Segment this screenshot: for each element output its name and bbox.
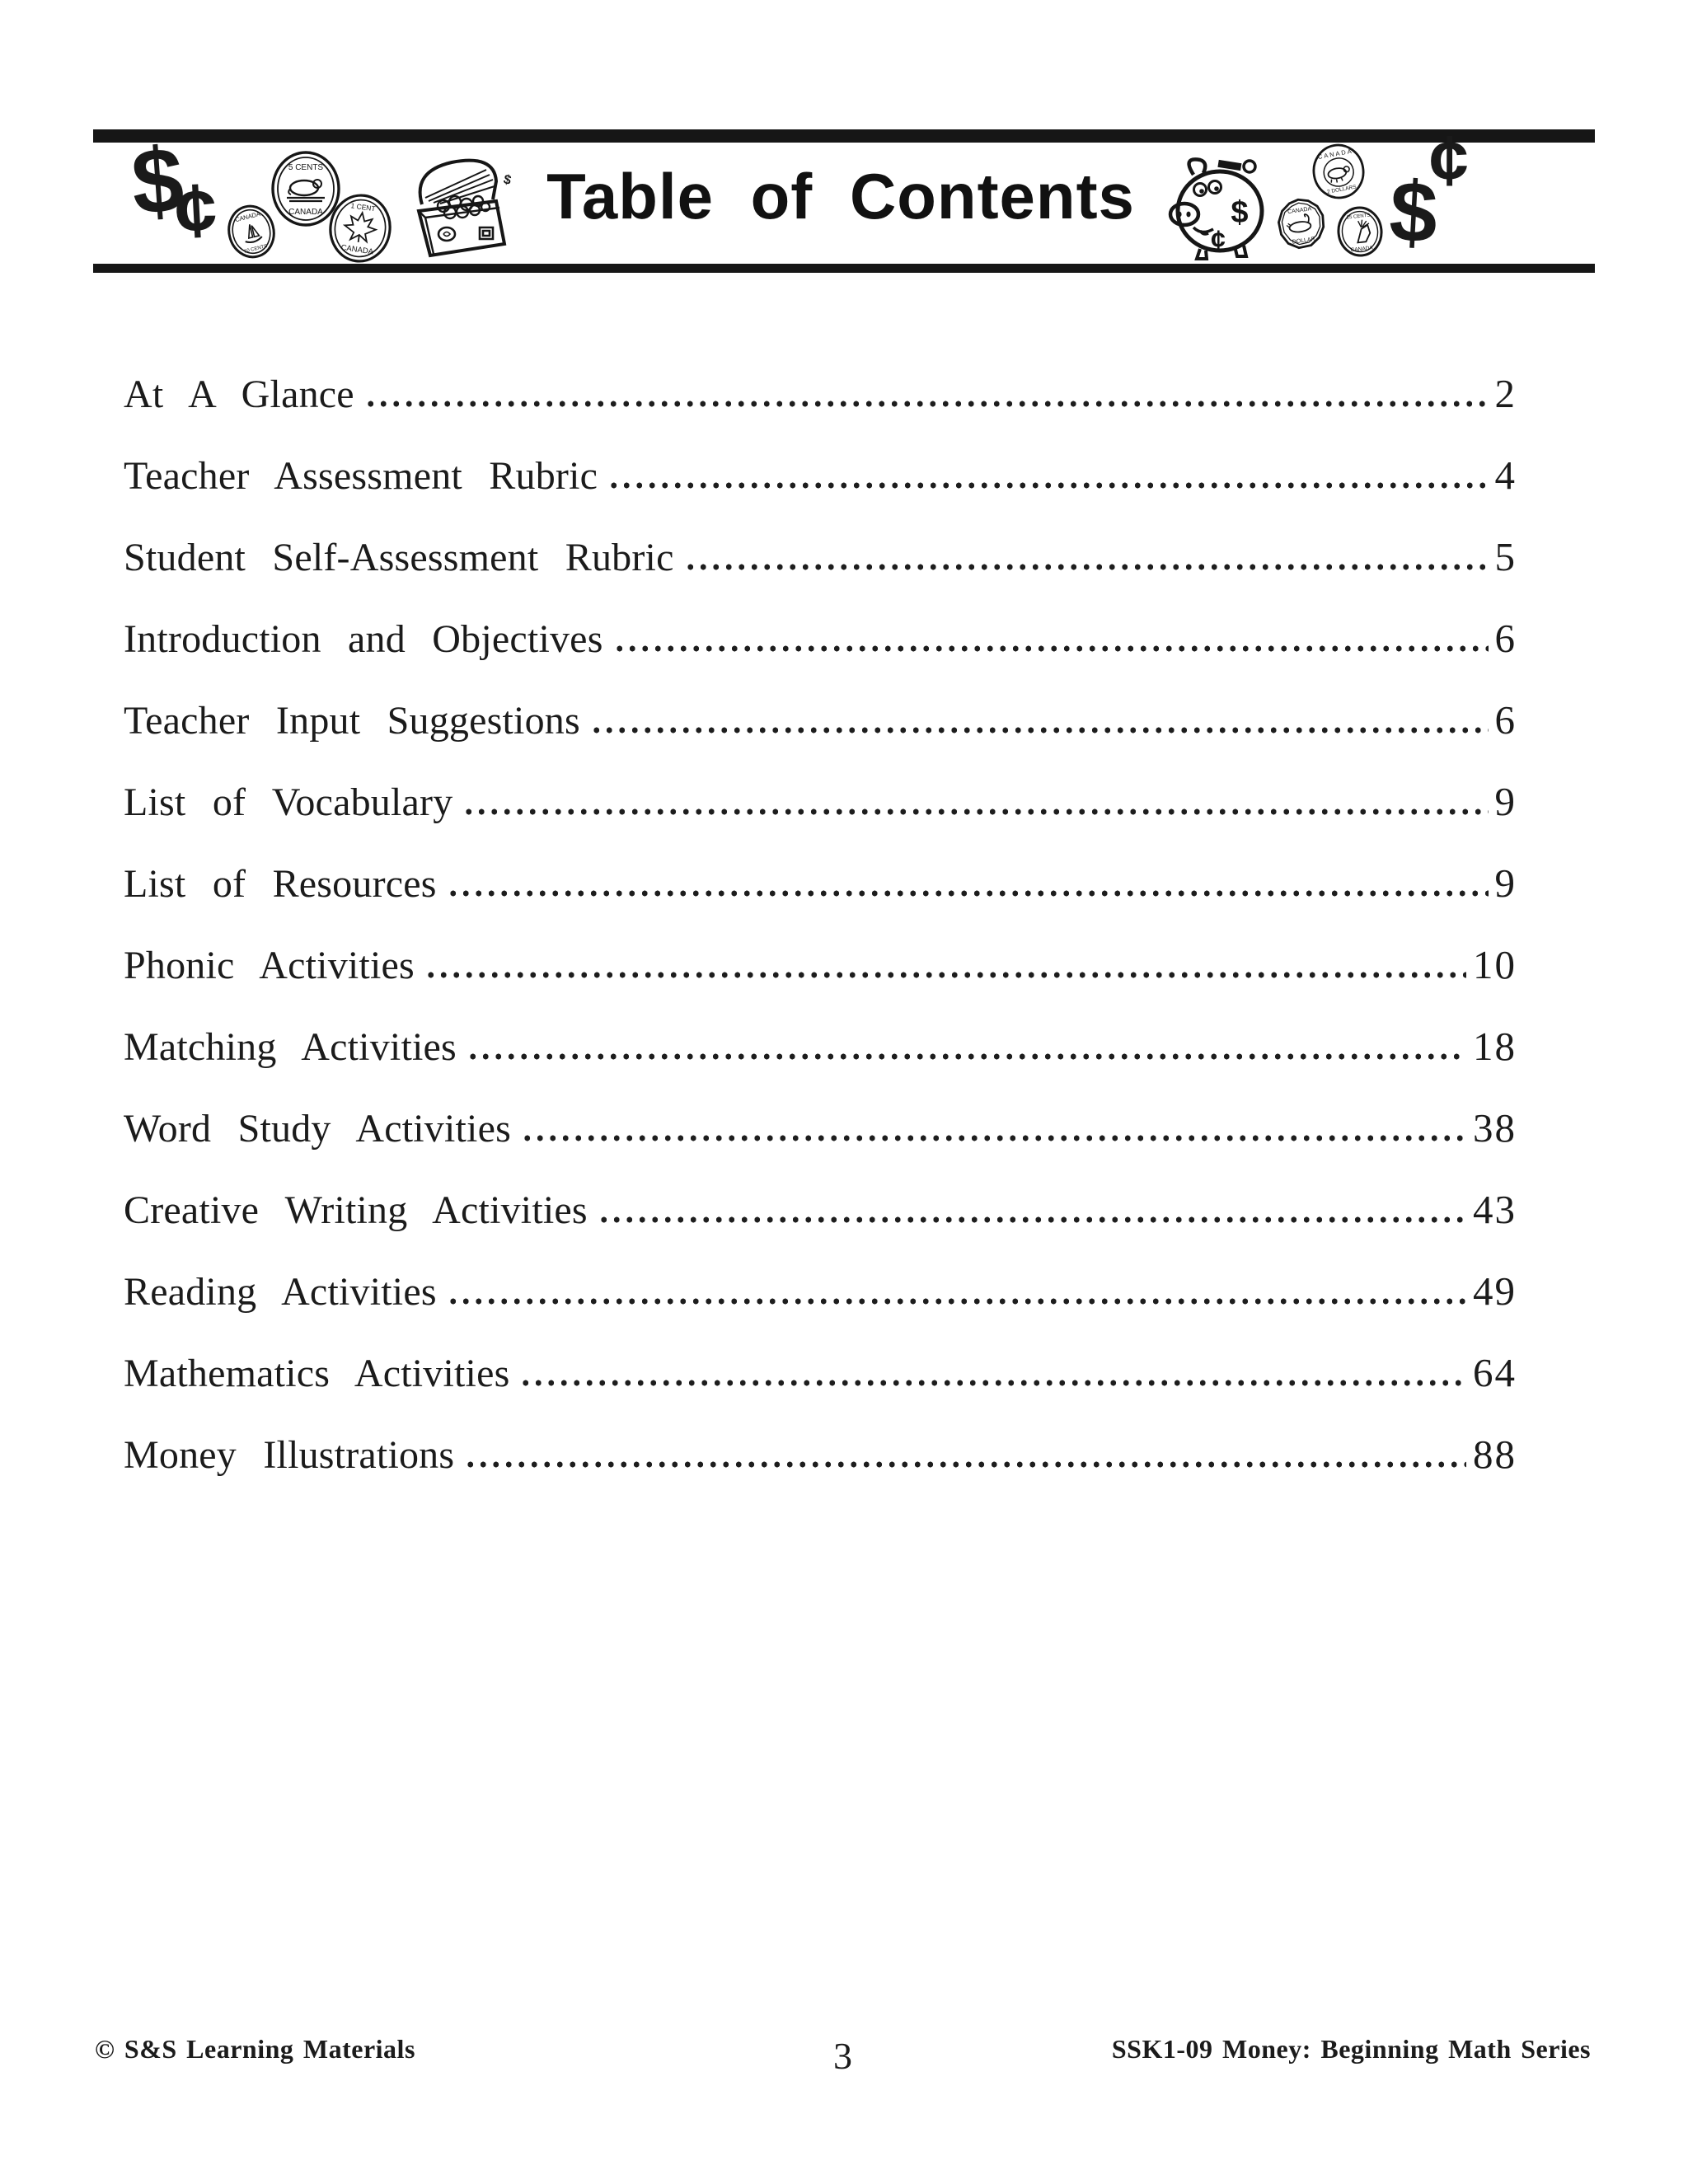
toc-entry-title: Money Illustrations xyxy=(124,1433,455,1477)
page-title: Table of Contents xyxy=(546,160,1135,232)
toc-entry-title: Word Study Activities xyxy=(124,1107,511,1151)
footer-copyright: © S&S Learning Materials xyxy=(95,2034,415,2064)
cent-sign-right-icon: ¢ xyxy=(1429,121,1469,200)
toc-entry-page: 38 xyxy=(1473,1105,1517,1151)
footer-page-number: 3 xyxy=(833,2035,852,2077)
svg-text:$: $ xyxy=(1231,195,1249,230)
toc-entry xyxy=(124,1332,1517,1413)
dotted-leader xyxy=(364,401,1489,407)
svg-text:CANADA: CANADA xyxy=(1317,147,1354,162)
dotted-leader xyxy=(464,1461,1466,1468)
svg-text:CANADA: CANADA xyxy=(340,243,374,257)
footer-series-title: SSK1-09 Money: Beginning Math Series xyxy=(1111,2034,1591,2064)
dotted-leader xyxy=(462,808,1488,815)
toc-entry-page: 88 xyxy=(1473,1432,1517,1477)
toc-entry-page: 5 xyxy=(1494,534,1517,579)
toc-entry-title: Creative Writing Activities xyxy=(124,1188,588,1232)
toc-entry-title: List of Resources xyxy=(124,862,437,906)
toc-entry xyxy=(124,434,1517,516)
toc-entry-page: 2 xyxy=(1494,371,1517,416)
svg-text:CANADA: CANADA xyxy=(234,209,261,224)
svg-text:25 CENTS: 25 CENTS xyxy=(1346,213,1371,221)
toc-entry-page: 64 xyxy=(1473,1350,1517,1395)
dotted-leader xyxy=(447,890,1489,897)
dotted-leader xyxy=(467,1053,1466,1060)
toc-entry-title: Introduction and Objectives xyxy=(124,617,603,661)
dotted-leader xyxy=(613,645,1489,652)
cent-sign-left-icon: ¢ xyxy=(172,167,219,255)
toc-entry xyxy=(124,1087,1517,1169)
toc-entry xyxy=(124,516,1517,598)
toc-entry-page: 43 xyxy=(1473,1187,1517,1232)
dotted-leader xyxy=(590,727,1489,733)
svg-text:1 CENT: 1 CENT xyxy=(349,201,377,213)
toc-entry-title: List of Vocabulary xyxy=(124,780,453,824)
toc-entry xyxy=(124,761,1517,842)
toc-entry-title: Student Self-Assessment Rubric xyxy=(124,536,674,579)
toc-entry-page: 9 xyxy=(1494,779,1517,824)
penny-coin-icon xyxy=(323,189,396,268)
toc-entry-page: 10 xyxy=(1473,942,1517,987)
loonie-coin-icon xyxy=(1274,194,1329,253)
toc-entry xyxy=(124,1005,1517,1087)
quarter-coin-icon xyxy=(1334,204,1386,260)
toc-entry xyxy=(124,1413,1517,1495)
toc-entry xyxy=(124,598,1517,679)
svg-text:10 CENTS: 10 CENTS xyxy=(243,243,268,255)
toc-entry-title: Mathematics Activities xyxy=(124,1352,510,1395)
toc-list xyxy=(124,353,1517,1495)
svg-text:$: $ xyxy=(502,172,513,189)
toc-entry-page: 4 xyxy=(1494,452,1517,498)
dollar-sign-left-icon: $ xyxy=(128,127,187,235)
toc-entry-page: 49 xyxy=(1473,1268,1517,1314)
toc-entry xyxy=(124,924,1517,1005)
toc-entry xyxy=(124,353,1517,434)
toc-entry xyxy=(124,842,1517,924)
svg-text:DOLLAR: DOLLAR xyxy=(1292,236,1316,246)
dotted-leader xyxy=(521,1135,1466,1141)
svg-text:CANADA: CANADA xyxy=(1350,245,1374,254)
piggy-bank-icon xyxy=(1164,148,1269,262)
toonie-coin-icon xyxy=(1308,139,1370,204)
header-bottom-rule xyxy=(93,264,1595,273)
footer xyxy=(95,2034,1591,2093)
toc-entry xyxy=(124,679,1517,761)
toc-entry-title: Teacher Assessment Rubric xyxy=(124,454,598,498)
toc-entry-title: Reading Activities xyxy=(124,1270,437,1314)
toc-entry-title: Matching Activities xyxy=(124,1025,457,1069)
header-top-rule xyxy=(93,129,1595,143)
toc-entry-title: Phonic Activities xyxy=(124,944,415,987)
dotted-leader xyxy=(607,482,1488,489)
svg-text:¢: ¢ xyxy=(1211,225,1226,255)
toc-entry-title: At A Glance xyxy=(124,373,354,416)
toc-entry-page: 6 xyxy=(1494,697,1517,743)
svg-text:2 DOLLARS: 2 DOLLARS xyxy=(1326,184,1357,195)
toc-entry xyxy=(124,1169,1517,1250)
toc-entry xyxy=(124,1250,1517,1332)
toc-entry-page: 9 xyxy=(1494,860,1517,906)
dotted-leader xyxy=(519,1380,1466,1386)
svg-text:5 CENTS: 5 CENTS xyxy=(288,163,324,172)
toc-entry-title: Teacher Input Suggestions xyxy=(124,699,580,743)
toc-entry-page: 18 xyxy=(1473,1024,1517,1069)
svg-text:CANADA: CANADA xyxy=(288,208,323,217)
toc-entry-page: 6 xyxy=(1494,616,1517,661)
dotted-leader xyxy=(684,564,1489,570)
dotted-leader xyxy=(447,1298,1466,1305)
svg-text:CANADA: CANADA xyxy=(1287,206,1312,216)
dollar-sign-right-icon: $ xyxy=(1387,163,1440,262)
dotted-leader xyxy=(424,972,1466,978)
dotted-leader xyxy=(598,1216,1466,1223)
treasure-chest-icon xyxy=(401,152,516,264)
